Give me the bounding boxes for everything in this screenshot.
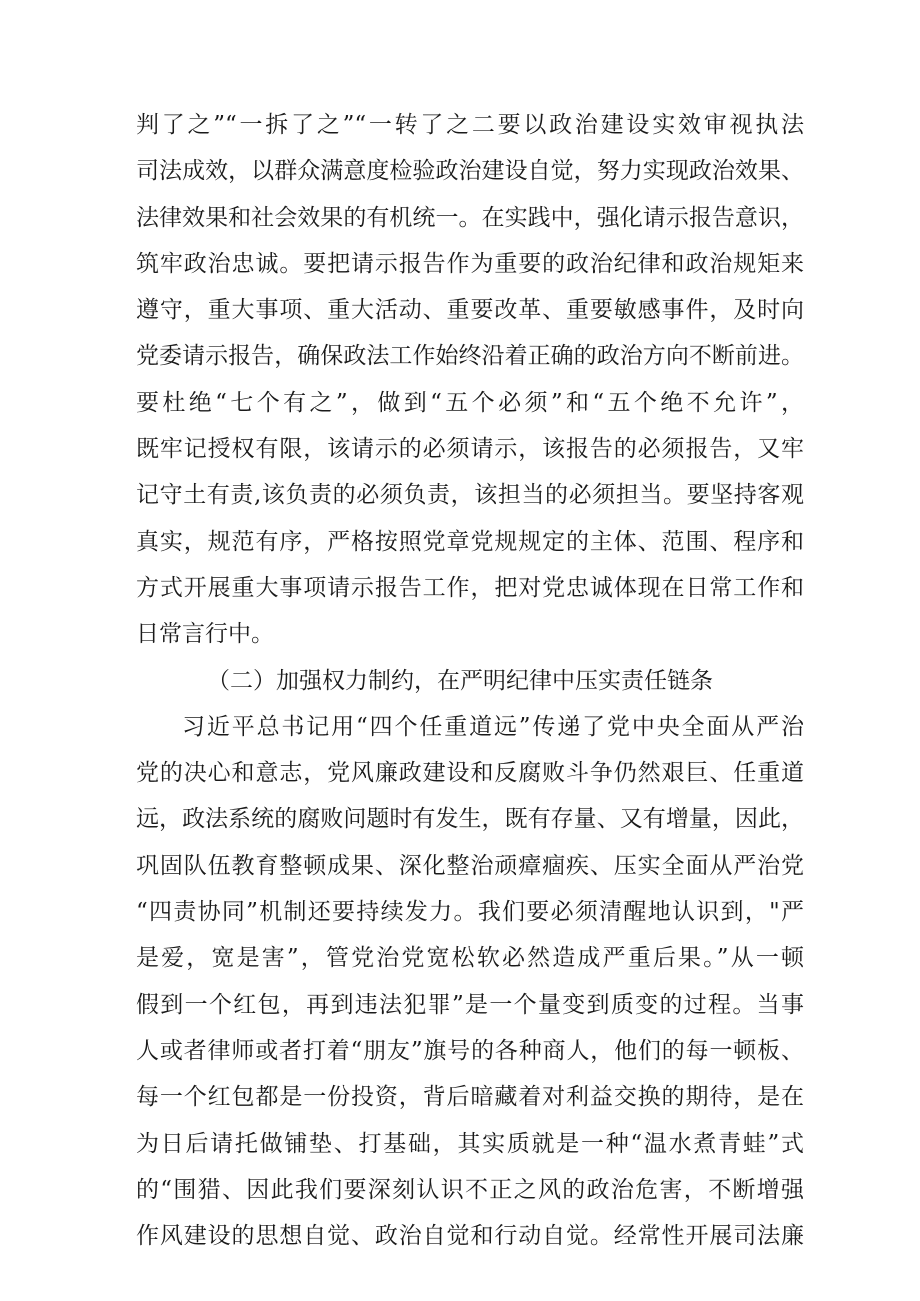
section-heading: （二）加强权力制约，在严明纪律中压实责任链条 xyxy=(207,667,713,694)
text-line: 判了之”“一拆了之”“一转了之二要以政治建设实效审视执法 xyxy=(136,112,804,138)
text-line: 真实，规范有序，严格按照党章党规规定的主体、范围、程序和 xyxy=(136,528,804,555)
text-line: 巩固队伍教育整顿成果、深化整治顽瘴痼疾、压实全面从严治党 xyxy=(136,852,804,879)
text-line: 是爱，宽是害”，管党治党宽松软必然造成严重后果。”从一顿 xyxy=(136,945,804,972)
text-line: 既牢记授权有限，该请示的必须请示，该报告的必须报告，又牢 xyxy=(136,436,804,463)
text-line: 党的决心和意志，党风廉政建设和反腐败斗争仍然艰巨、任重道 xyxy=(136,760,804,787)
text-line: 人或者律师或者打着“朋友”旗号的各种商人，他们的每一顿板、 xyxy=(136,1037,804,1064)
text-line: 远，政法系统的腐败问题时有发生，既有存量、又有增量，因此， xyxy=(136,806,804,833)
text-line: 为日后请托做铺垫、打基础，其实质就是一种“温水煮青蛙”式 xyxy=(136,1130,804,1157)
text-line: 法律效果和社会效果的有机统一。在实践中，强化请示报告意识， xyxy=(136,204,804,231)
text-line: 作风建设的思想自觉、政治自觉和行动自觉。经常性开展司法廉 xyxy=(136,1223,804,1250)
text-line: 每一个红包都是一份投资，背后暗藏着对利益交换的期待，是在 xyxy=(136,1084,804,1111)
text-line: 的“围猎、因此我们要深刻认识不正之风的政治危害，不断增强 xyxy=(136,1176,804,1203)
text-line: 日常言行中。 xyxy=(136,621,274,648)
document-body xyxy=(136,102,804,1259)
text-line: 司法成效，以群众满意度检验政治建设自觉，努力实现政治效果、 xyxy=(136,158,804,185)
text-line: 假到一个红包，再到违法犯罪”是一个量变到质变的过程。当事 xyxy=(136,991,804,1018)
text-line: “四责协同”机制还要持续发力。我们要必须清醒地认识到，"严 xyxy=(136,899,804,926)
text-line: 要杜绝“七个有之”，做到“五个必须”和“五个绝不允许”， xyxy=(136,389,804,416)
text-line: 党委请示报告，确保政法工作始终沿着正确的政治方向不断前进。 xyxy=(136,343,804,370)
text-line: 遵守，重大事项、重大活动、重要改革、重要敏感事件，及时向 xyxy=(136,297,804,324)
text-line: 记守土有责,该负责的必须负责，该担当的必须担当。要坚持客观 xyxy=(136,482,804,509)
text-line: 筑牢政治忠诚。要把请示报告作为重要的政治纪律和政治规矩来 xyxy=(136,250,804,277)
text-line: 方式开展重大事项请示报告工作，把对党忠诚体现在日常工作和 xyxy=(136,574,804,601)
text-line: 习近平总书记用“四个任重道远”传递了党中央全面从严治 xyxy=(182,713,804,740)
